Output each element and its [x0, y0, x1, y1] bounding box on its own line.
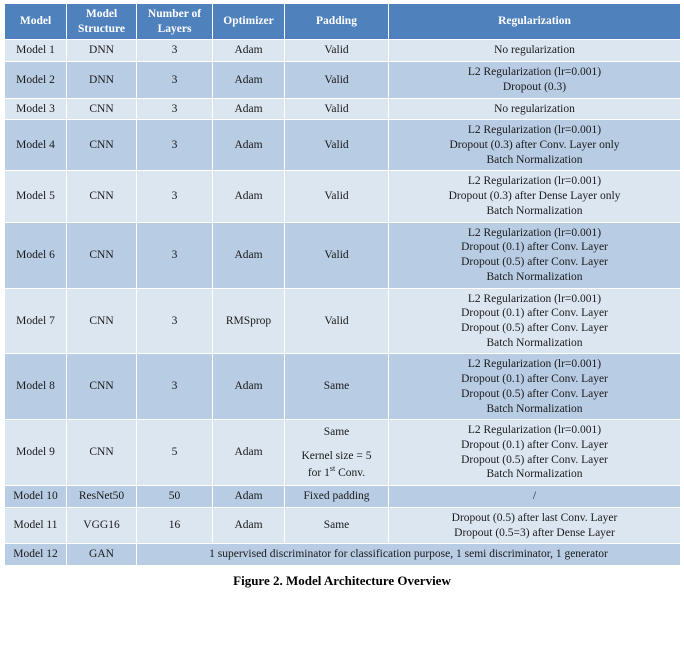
cell-model: Model 1	[5, 40, 67, 62]
cell-regularization	[389, 222, 681, 288]
cell-line: Same	[323, 426, 350, 439]
cell-model-structure: CNN	[67, 120, 137, 171]
cell-number-of-layers: 3	[137, 354, 213, 420]
cell-padding	[285, 171, 389, 222]
cell-regularization	[389, 354, 681, 420]
cell-model: Model 4	[5, 120, 67, 171]
cell-line: Dropout (0.5) after Conv. Layer	[461, 453, 608, 466]
table-row	[5, 62, 681, 98]
cell-model-structure: CNN	[67, 288, 137, 354]
cell-regularization	[389, 40, 681, 62]
cell-optimizer: Adam	[213, 62, 285, 98]
cell-padding	[285, 62, 389, 98]
cell-line: Kernel size = 5	[301, 449, 372, 462]
cell-optimizer: Adam	[213, 120, 285, 171]
cell-line: L2 Regularization (lr=0.001)	[467, 424, 602, 437]
cell-line: Dropout (0.1) after Conv. Layer	[461, 373, 608, 386]
cell-line: Batch Normalization	[486, 402, 583, 415]
cell-line: for 1st Conv.	[307, 463, 366, 479]
cell-model: Model 7	[5, 288, 67, 354]
cell-optimizer: Adam	[213, 507, 285, 543]
cell-line: Dropout (0.3) after Dense Layer only	[448, 190, 621, 203]
cell-padding	[285, 98, 389, 120]
table-row	[5, 544, 681, 566]
cell-line: Batch Normalization	[486, 153, 583, 166]
cell-regularization	[389, 420, 681, 486]
cell-padding	[285, 120, 389, 171]
cell-number-of-layers: 3	[137, 120, 213, 171]
cell-line: Same	[323, 380, 350, 393]
cell-line: L2 Regularization (lr=0.001)	[467, 358, 602, 371]
cell-line: Batch Normalization	[486, 336, 583, 349]
cell-number-of-layers: 3	[137, 40, 213, 62]
column-header-model: Model	[5, 4, 67, 40]
cell-padding	[285, 222, 389, 288]
cell-number-of-layers: 50	[137, 486, 213, 508]
cell-optimizer: Adam	[213, 486, 285, 508]
cell-line: L2 Regularization (lr=0.001)	[467, 175, 602, 188]
cell-regularization	[389, 62, 681, 98]
cell-line: Dropout (0.5) after last Conv. Layer	[451, 511, 618, 524]
cell-line: L2 Regularization (lr=0.001)	[467, 124, 602, 137]
table-header-row	[5, 4, 681, 40]
cell-line: Valid	[324, 139, 349, 152]
cell-line: Batch Normalization	[486, 204, 583, 217]
cell-span-description: 1 supervised discriminator for classification purpose, 1 semi discriminator, 1 generator	[137, 544, 681, 566]
cell-line: Valid	[324, 102, 349, 115]
table-header	[5, 4, 681, 40]
column-header-regularization: Regularization	[389, 4, 681, 40]
cell-number-of-layers: 3	[137, 288, 213, 354]
cell-line: No regularization	[494, 44, 575, 57]
cell-model: Model 8	[5, 354, 67, 420]
cell-regularization	[389, 98, 681, 120]
cell-regularization	[389, 120, 681, 171]
cell-optimizer: Adam	[213, 171, 285, 222]
cell-line: Dropout (0.5) after Conv. Layer	[461, 321, 608, 334]
column-header-model-structure: Model Structure	[67, 4, 137, 40]
cell-model-structure: ResNet50	[67, 486, 137, 508]
table-row	[5, 507, 681, 543]
table-row	[5, 98, 681, 120]
cell-padding	[285, 288, 389, 354]
figure-caption: Figure 2. Model Architecture Overview	[233, 573, 451, 588]
cell-line: Valid	[324, 73, 349, 86]
cell-padding	[285, 40, 389, 62]
cell-line: Dropout (0.5) after Conv. Layer	[461, 387, 608, 400]
cell-model-structure: DNN	[67, 40, 137, 62]
cell-model-structure: CNN	[67, 98, 137, 120]
cell-optimizer: Adam	[213, 420, 285, 486]
cell-padding	[285, 507, 389, 543]
table-row	[5, 40, 681, 62]
cell-number-of-layers: 3	[137, 171, 213, 222]
cell-regularization	[389, 171, 681, 222]
cell-model-structure: CNN	[67, 222, 137, 288]
cell-regularization	[389, 507, 681, 543]
cell-line: L2 Regularization (lr=0.001)	[467, 226, 602, 239]
cell-model: Model 5	[5, 171, 67, 222]
cell-model-structure: CNN	[67, 354, 137, 420]
cell-model: Model 2	[5, 62, 67, 98]
cell-regularization	[389, 288, 681, 354]
cell-line: Valid	[324, 190, 349, 203]
cell-model: Model 3	[5, 98, 67, 120]
cell-line: Batch Normalization	[486, 468, 583, 481]
cell-number-of-layers: 16	[137, 507, 213, 543]
cell-model-structure: CNN	[67, 171, 137, 222]
cell-line: Dropout (0.5=3) after Dense Layer	[454, 526, 615, 539]
column-header-optimizer: Optimizer	[213, 4, 285, 40]
cell-line: L2 Regularization (lr=0.001)	[467, 292, 602, 305]
figure-container	[0, 3, 684, 650]
cell-optimizer: Adam	[213, 354, 285, 420]
cell-model-structure: GAN	[67, 544, 137, 566]
cell-line: Valid	[324, 314, 349, 327]
table-body	[5, 40, 681, 566]
table-row	[5, 222, 681, 288]
cell-optimizer: Adam	[213, 222, 285, 288]
cell-model: Model 11	[5, 507, 67, 543]
table-row	[5, 288, 681, 354]
cell-regularization	[389, 486, 681, 508]
cell-line: Fixed padding	[303, 490, 370, 503]
cell-line: Valid	[324, 248, 349, 261]
model-architecture-table	[4, 3, 681, 566]
cell-optimizer: Adam	[213, 40, 285, 62]
table-row	[5, 420, 681, 486]
cell-line: Dropout (0.5) after Conv. Layer	[461, 256, 608, 269]
cell-line: Batch Normalization	[486, 270, 583, 283]
cell-number-of-layers: 3	[137, 62, 213, 98]
column-header-number-of-layers: Number of Layers	[137, 4, 213, 40]
cell-number-of-layers: 3	[137, 222, 213, 288]
cell-line: Same	[323, 519, 350, 532]
cell-model-structure: CNN	[67, 420, 137, 486]
cell-model-structure: VGG16	[67, 507, 137, 543]
column-header-padding: Padding	[285, 4, 389, 40]
cell-line: Valid	[324, 44, 349, 57]
cell-line: /	[532, 490, 537, 503]
cell-model: Model 10	[5, 486, 67, 508]
table-row	[5, 171, 681, 222]
cell-model: Model 12	[5, 544, 67, 566]
cell-padding	[285, 354, 389, 420]
cell-padding	[285, 420, 389, 486]
cell-line: Dropout (0.1) after Conv. Layer	[461, 241, 608, 254]
cell-optimizer: Adam	[213, 98, 285, 120]
cell-optimizer: RMSprop	[213, 288, 285, 354]
cell-number-of-layers: 5	[137, 420, 213, 486]
cell-line: Dropout (0.3) after Conv. Layer only	[449, 139, 620, 152]
cell-line: L2 Regularization (lr=0.001)	[467, 66, 602, 79]
cell-number-of-layers: 3	[137, 98, 213, 120]
cell-model: Model 6	[5, 222, 67, 288]
cell-line: Dropout (0.1) after Conv. Layer	[461, 438, 608, 451]
cell-line: Dropout (0.3)	[502, 80, 567, 93]
table-row	[5, 120, 681, 171]
cell-model: Model 9	[5, 420, 67, 486]
cell-line: No regularization	[494, 102, 575, 115]
table-row	[5, 354, 681, 420]
table-row	[5, 486, 681, 508]
cell-padding	[285, 486, 389, 508]
cell-line: Dropout (0.1) after Conv. Layer	[461, 307, 608, 320]
cell-model-structure: DNN	[67, 62, 137, 98]
